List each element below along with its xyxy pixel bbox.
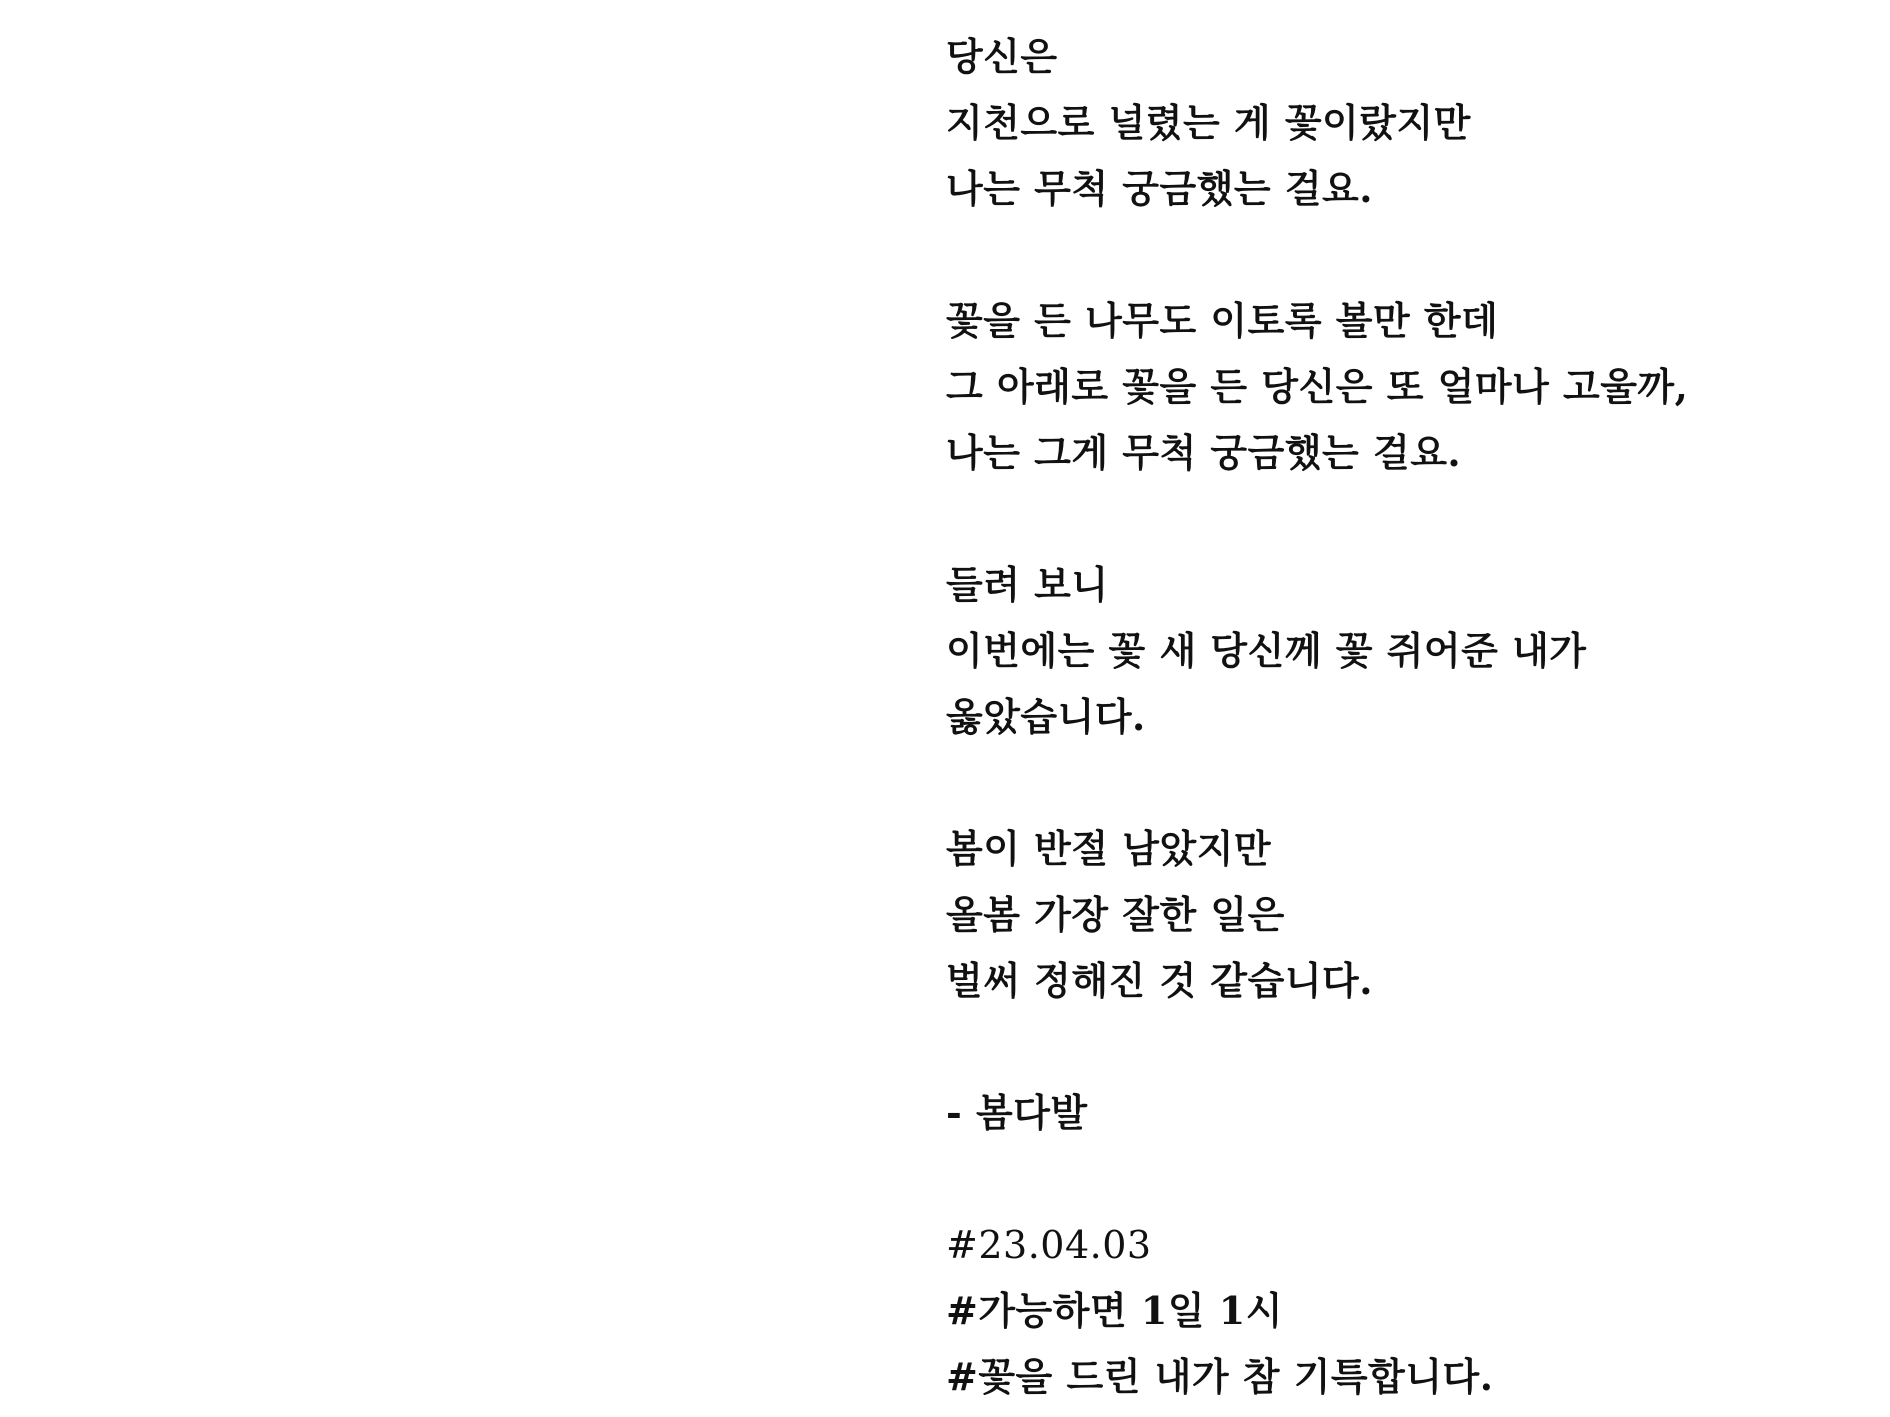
poem-line: 이번에는 꽃 새 당신께 꽃 쥐어준 내가 (946, 628, 1587, 673)
poem-line: 꽃을 든 나무도 이토록 볼만 한데 (946, 298, 1499, 343)
stanza-break (946, 1014, 1846, 1080)
poem-line: 들려 보니 (946, 562, 1109, 607)
poem-line: 나는 그게 무척 궁금했는 걸요. (946, 430, 1462, 475)
poem-line: 올봄 가장 잘한 일은 (946, 892, 1285, 937)
poem-text (946, 24, 1846, 1410)
poem-line: 지천으로 널렸는 게 꽃이랐지만 (946, 100, 1471, 145)
hashtag: #꽃을 드린 내가 참 기특합니다. (946, 1354, 1494, 1399)
poem-line: 당신은 (946, 34, 1058, 79)
hashtag-date: #23.04.03 (946, 1223, 1152, 1267)
stanza-break (946, 750, 1846, 816)
hashtag: #가능하면 1일 1시 (946, 1288, 1283, 1333)
author-signature: - 봄다발 (946, 1090, 1088, 1135)
poem-line: 봄이 반절 남았지만 (946, 826, 1272, 871)
stanza-break (946, 1146, 1846, 1212)
poem-line: 벌써 정해진 것 같습니다. (946, 958, 1373, 1003)
poem-line: 옳았습니다. (946, 694, 1146, 739)
poem-line: 그 아래로 꽃을 든 당신은 또 얼마나 고울까, (946, 364, 1689, 409)
stanza-break (946, 222, 1846, 288)
stanza-break (946, 486, 1846, 552)
poem-line: 나는 무척 궁금했는 걸요. (946, 166, 1373, 211)
